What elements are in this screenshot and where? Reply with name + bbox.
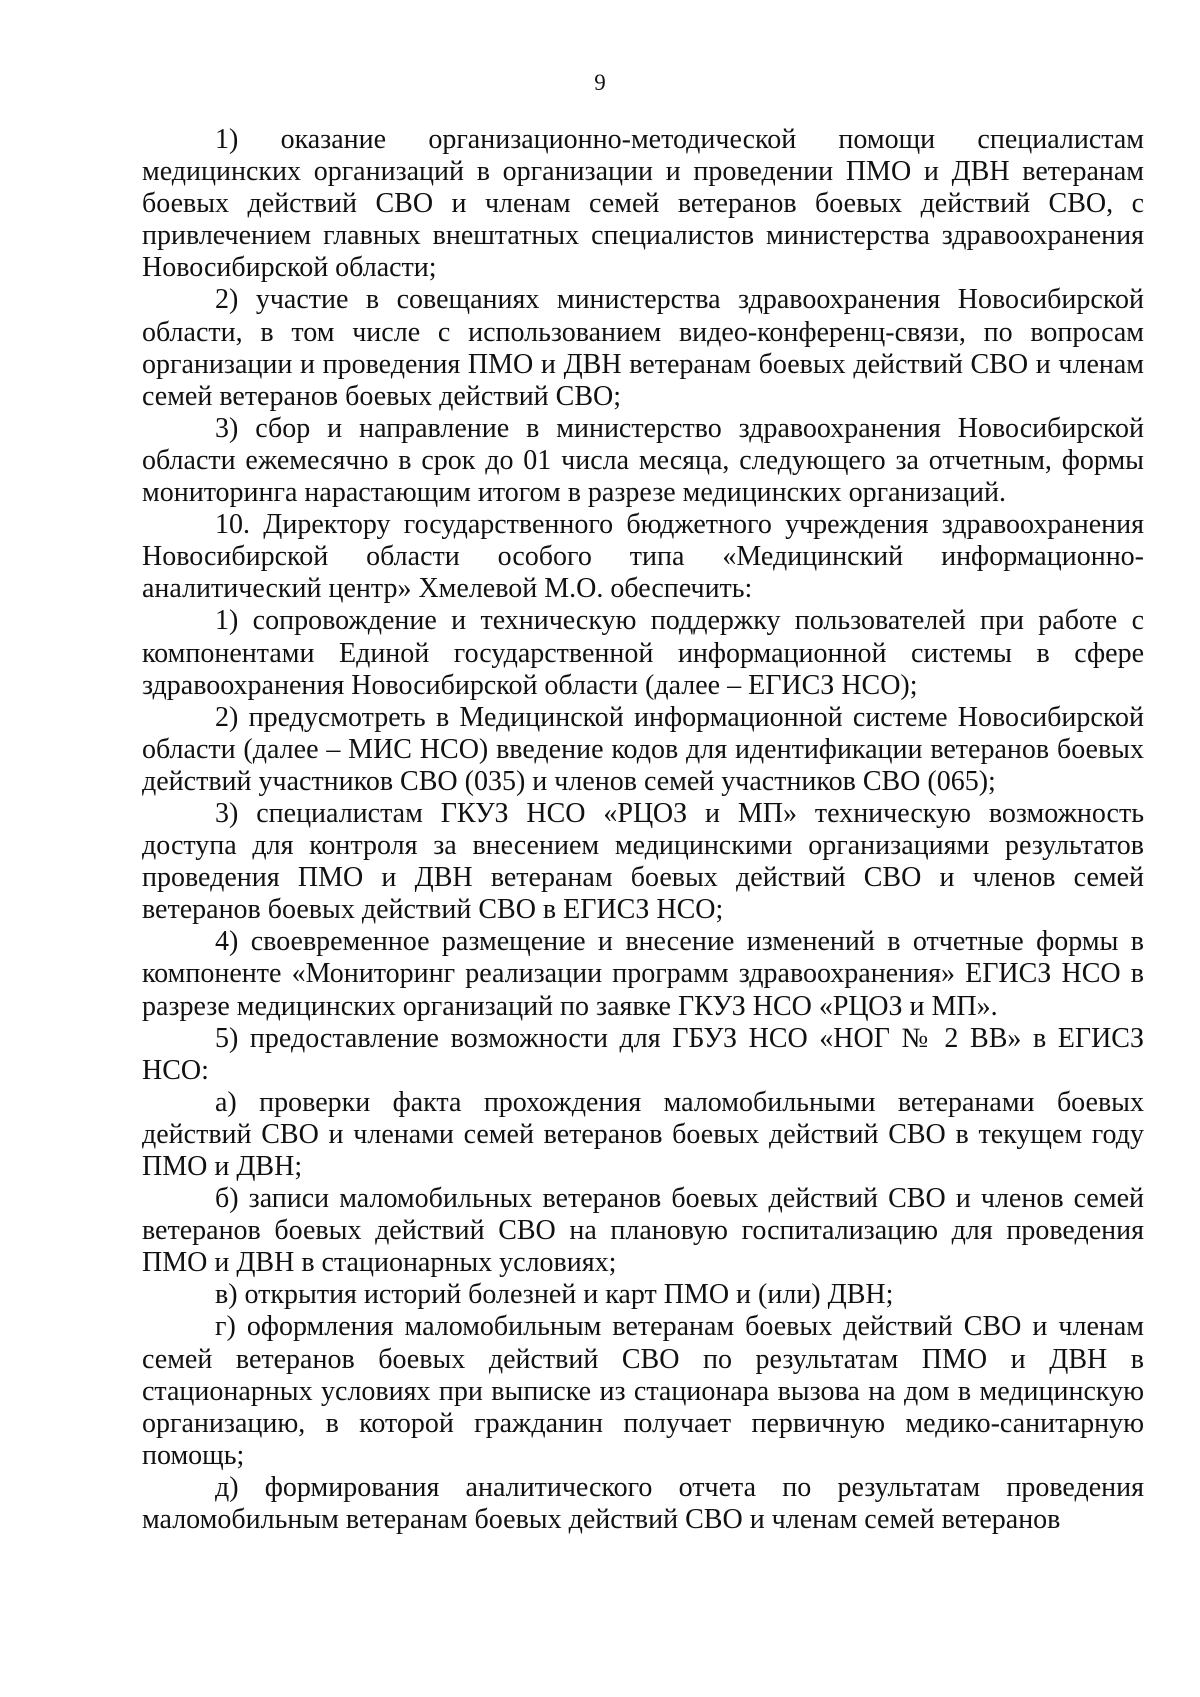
paragraph-11: б) записи маломобильных ветеранов боевых действий СВО и членов семей ветеранов боевых действий СВО на плановую госпитализацию для проведения ПМО и ДВН в стационарных условиях; [142, 1183, 1144, 1279]
paragraph-4: 10. Директору государственного бюджетного учреждения здравоохранения Новосибирской области особого типа «Медицинский информационно-аналитический центр» Хмелевой М.О. обеспечить: [142, 509, 1144, 605]
paragraph-10: а) проверки факта прохождения маломобильными ветеранами боевых действий СВО и членами семей ветеранов боевых действий СВО в текущем году ПМО и ДВН; [142, 1086, 1144, 1182]
paragraph-3: 3) сбор и направление в министерство здравоохранения Новосибирской области ежемесячно в срок до 01 числа месяца, следующего за отчетным, формы мониторинга нарастающим итогом в разрезе медицинских организаций. [142, 412, 1144, 509]
paragraph-13: г) оформления маломобильным ветеранам боевых действий СВО и членам семей ветеранов боевых действий СВО по результатам ПМО и ДВН в стационарных условиях при выписке из стационара вызова на дом в медицинскую организацию, в которой гражданин получает первичную медико-санитарную помощь; [142, 1311, 1144, 1471]
paragraph-14: д) формирования аналитического отчета по результатам проведения маломобильным ветеранам боевых действий СВО и членам семей ветеранов [142, 1471, 1144, 1536]
paragraph-8: 4) своевременное размещение и внесение изменений в отчетные формы в компоненте «Мониторинг реализации программ здравоохранения» ЕГИСЗ НСО в разрезе медицинских организаций по заявке ГКУЗ НСО «РЦОЗ и МП». [142, 926, 1144, 1022]
paragraph-9: 5) предоставление возможности для ГБУЗ НСО «НОГ № 2 ВВ» в ЕГИСЗ НСО: [142, 1022, 1144, 1086]
paragraph-5: 1) сопровождение и техническую поддержку пользователей при работе с компонентами Единой государственной информационной системы в сфере здравоохранения Новосибирской области (далее – ЕГИСЗ НСО); [142, 605, 1144, 701]
paragraph-6: 2) предусмотреть в Медицинской информационной системе Новосибирской области (далее – МИС НСО) введение кодов для идентификации ветеранов боевых действий участников СВО (035) и членов семей участников СВО (065); [142, 701, 1144, 797]
page-number: 9 [594, 70, 606, 95]
paragraph-12: в) открытия историй болезней и карт ПМО и (или) ДВН; [215, 1279, 894, 1311]
paragraph-1: 1) оказание организационно-методической помощи специалистам медицинских организаций в организации и проведении ПМО и ДВН ветеранам боевых действий СВО и членам семей ветеранов боевых действий СВО, с привлечением главных внештатных специалистов министерства здравоохранения Новосибирской области; [142, 124, 1144, 284]
paragraph-2: 2) участие в совещаниях министерства здравоохранения Новосибирской области, в том числе с использованием видео-конференц-связи, по вопросам организации и проведения ПМО и ДВН ветеранам боевых действий СВО и членам семей ветеранов боевых действий СВО; [142, 284, 1144, 412]
document-body [142, 124, 1144, 1536]
paragraph-7: 3) специалистам ГКУЗ НСО «РЦОЗ и МП» техническую возможность доступа для контроля за внесением медицинскими организациями результатов проведения ПМО и ДВН ветеранам боевых действий СВО и членов семей ветеранов боевых действий СВО в ЕГИСЗ НСО; [142, 797, 1144, 926]
